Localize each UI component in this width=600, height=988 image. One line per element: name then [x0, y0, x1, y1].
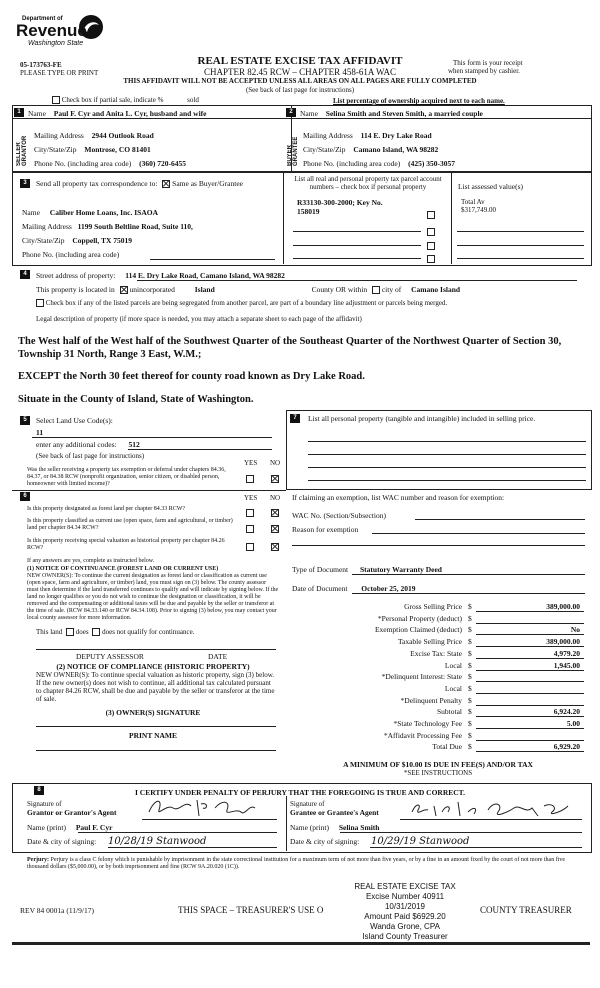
land-use-label: Select Land Use Code(s):: [36, 416, 113, 425]
please-type: PLEASE TYPE OR PRINT: [20, 69, 99, 77]
same-as-buyer-checkbox[interactable]: [162, 180, 170, 188]
segregated-row: [36, 299, 447, 307]
grantee-signature: [408, 798, 578, 820]
legal-paragraph-1: The West half of the West half of the Southwest Quarter of the Southeast Quarter of the Northwest Quarter of Section 30, Township 31 North, Range 3 East, W.M.;: [18, 336, 562, 360]
seller-side-label: SELLER GRANTOR: [16, 135, 28, 166]
parcel-key[interactable]: 158019: [297, 207, 320, 216]
legal-paragraph-2: EXCEPT the North 30 feet thereof for county road known as Dry Lake Road.: [18, 371, 365, 382]
doc-type-value[interactable]: Statutory Warranty Deed: [360, 565, 442, 574]
s5-no-header: NO: [270, 459, 281, 467]
corr-city-label: City/State/Zip: [22, 236, 65, 245]
does-qualify-checkbox[interactable]: [66, 628, 74, 636]
tax-row-label: Local: [444, 683, 462, 693]
stamp-line: REAL ESTATE EXCISE TAX: [354, 882, 456, 891]
tax-row-label: Subtotal: [436, 707, 462, 717]
grantee-name-label: Name (print): [290, 823, 329, 832]
grantee-name-row: [290, 823, 379, 832]
section-6-marker: 6: [20, 492, 30, 501]
buyer-phone[interactable]: (425) 350-3057: [408, 159, 456, 168]
corr-name[interactable]: Caliber Home Loans, Inc. ISAOA: [49, 208, 159, 217]
minimum-note: A MINIMUM OF $10.00 IS DUE IN FEE(S) AND/OR TAX: [343, 760, 533, 769]
section-2-marker: 2: [286, 108, 296, 117]
seller-name[interactable]: Paul F. Cyr and Anita L. Cyr, husband and wife: [53, 109, 207, 118]
tax-row-value[interactable]: 6,929.20: [553, 742, 580, 752]
grantee-sig-label: Signature of: [290, 800, 325, 808]
land-use-see-back: (See back of last page for instructions): [36, 452, 145, 460]
corr-name-row: [22, 208, 158, 217]
doc-type-label: Type of Document: [292, 565, 349, 574]
county-treasurer-label: COUNTY TREASURER: [480, 905, 572, 915]
seller-mail-label: Mailing Address: [34, 131, 84, 140]
certify-statement: I CERTIFY UNDER PENALTY OF PERJURY THAT THE FOREGOING IS TRUE AND CORRECT.: [134, 788, 465, 797]
grantor-name-label: Name (print): [27, 823, 66, 832]
stamp-line: Excise Number 40911: [365, 892, 445, 901]
historic-yes-checkbox[interactable]: [246, 543, 254, 551]
tax-row-currency: $: [468, 637, 472, 647]
grantor-agent-label: Grantor or Grantor's Agent: [27, 808, 117, 817]
seller-city[interactable]: Montrose, CO 81401: [84, 145, 151, 154]
does-not-label: does not qualify for continuance.: [102, 628, 195, 636]
tax-row-currency: $: [468, 707, 472, 717]
ownership-note: List percentage of ownership acquired next to each name.: [333, 97, 505, 105]
print-name-label: PRINT NAME: [129, 731, 177, 740]
s6-yes-header: YES: [244, 494, 258, 502]
tax-row-value[interactable]: 389,000.00: [546, 602, 580, 611]
corr-phone-label: Phone No. (including area code): [22, 250, 120, 259]
s5-yes-header: YES: [244, 459, 258, 467]
tax-row-label: Taxable Selling Price: [397, 637, 462, 647]
tax-row-value[interactable]: 4,979.20: [553, 648, 580, 658]
parcel-2-personal-checkbox[interactable]: [427, 228, 435, 236]
buyer-name[interactable]: Selina Smith and Steven Smith, a married couple: [325, 109, 483, 118]
personal-property-label: List all personal property (tangible and intangible) included in selling price.: [308, 414, 536, 423]
grantor-name[interactable]: Paul F. Cyr: [75, 823, 113, 832]
tax-row-value[interactable]: No: [570, 625, 580, 635]
form-title: REAL ESTATE EXCISE TAX AFFIDAVIT: [197, 55, 403, 67]
deputy-date-label: DATE: [208, 652, 228, 661]
grantor-date-label: Date & city of signing:: [27, 837, 97, 846]
street-label: Street address of property:: [36, 271, 116, 280]
buyer-name-row: [300, 109, 483, 118]
buyer-phone-label: Phone No. (including area code): [303, 159, 401, 168]
doc-type-row: [292, 565, 442, 574]
parcel-heading-1: List all real and personal property tax parcel account: [294, 175, 442, 183]
total-av-value[interactable]: $317,749.00: [461, 206, 496, 214]
partial-sale-checkbox[interactable]: [52, 96, 60, 104]
corr-city[interactable]: Coppell, TX 75019: [72, 236, 133, 245]
partial-sale-label: Check box if partial sale, indicate %: [61, 96, 164, 104]
section-1-marker: 1: [14, 108, 24, 117]
section-4-marker: 4: [20, 270, 30, 279]
tax-row-currency: $: [468, 742, 472, 752]
corr-mail-label: Mailing Address: [22, 222, 72, 231]
corr-city-row: [22, 236, 132, 245]
grantee-date-row: [290, 837, 469, 846]
additional-codes-label: enter any additional codes:: [36, 440, 117, 449]
reason-label: Reason for exemption: [292, 525, 359, 534]
exemption-claim-label: If claiming an exemption, list WAC number and reason for exemption:: [292, 493, 505, 502]
unincorporated-checkbox[interactable]: [120, 286, 128, 294]
tax-row-label: Excise Tax: State: [410, 648, 462, 658]
section-3-marker: 3: [20, 179, 30, 188]
grantor-date-city[interactable]: 10/28/19 Stanwood: [108, 836, 207, 847]
seller-name-label: Name: [28, 109, 46, 118]
parcel-heading-2: numbers – check box if personal property: [309, 183, 427, 191]
current-use-yes-checkbox[interactable]: [246, 525, 254, 533]
exemption-question: Was the seller receiving a property tax exemption or deferral under chapters 84.36, 84.37, or 84.38 RCW (nonprofit organization, senior citizen, or disabled person, homeowner with limited income)?: [27, 467, 226, 487]
historic-no-checkbox[interactable]: [271, 543, 279, 551]
tax-row-value[interactable]: 6,924.20: [553, 707, 580, 717]
section-8-marker: 8: [34, 786, 44, 795]
if-yes-note: If any answers are yes, complete as instructed below.: [27, 558, 155, 564]
assessed-label: List assessed value(s): [458, 182, 523, 191]
exemption-yes-checkbox[interactable]: [246, 475, 254, 483]
s6-no-header: NO: [270, 494, 281, 502]
dor-logo: [16, 14, 106, 58]
legal-paragraph-3: Situate in the County of Island, State of Washington.: [18, 394, 254, 405]
seller-phone-row: [34, 159, 186, 168]
stamp-line: Island County Treasurer: [362, 932, 448, 941]
city-value[interactable]: Camano Island: [411, 285, 461, 294]
located-row: [36, 285, 460, 294]
does-not-qualify-checkbox[interactable]: [92, 628, 100, 636]
grantee-agent-label: Grantee or Grantee's Agent: [290, 808, 379, 817]
buyer-city-row: [303, 145, 438, 154]
corr-mail-row: [22, 222, 193, 231]
doc-date-row: [292, 584, 416, 593]
seller-city-row: [34, 145, 151, 154]
legal-desc-label: Legal description of property (if more space is needed, you may attach a separate sheet to each page of the affidavit): [36, 315, 362, 323]
seller-city-label: City/State/Zip: [34, 145, 77, 154]
forest-question: Is this property designated as forest land per chapter 84.33 RCW?: [27, 506, 186, 512]
partial-sold-label: sold: [187, 96, 199, 104]
form-warning: THIS AFFIDAVIT WILL NOT BE ACCEPTED UNLESS ALL AREAS ON ALL PAGES ARE FULLY COMPLETED: [123, 77, 477, 85]
corr-phone-row: [22, 250, 119, 259]
buyer-mail[interactable]: 114 E. Dry Lake Road: [360, 131, 432, 140]
tax-row-label: *Personal Property (deduct): [377, 613, 462, 623]
tax-row-currency: $: [468, 672, 472, 682]
tax-row-currency: $: [468, 695, 472, 705]
this-land-label: This land: [36, 628, 63, 636]
buyer-phone-row: [303, 159, 455, 168]
doc-date-label: Date of Document: [292, 584, 348, 593]
seller-phone[interactable]: (360) 720-6455: [139, 159, 187, 168]
city-of-label: city of: [381, 285, 402, 294]
perjury-label: Perjury:: [27, 857, 49, 863]
forest-no-checkbox[interactable]: [271, 509, 279, 517]
does-label: does: [75, 628, 89, 636]
tax-row-currency: $: [468, 648, 472, 658]
tax-row-label: *Affidavit Processing Fee: [383, 730, 462, 740]
tax-row-label: Exemption Claimed (deduct): [374, 625, 462, 635]
buyer-name-label: Name: [300, 109, 318, 118]
street-row: [36, 271, 285, 280]
section-5-marker: 5: [20, 416, 30, 425]
doc-date-value[interactable]: October 25, 2019: [361, 584, 416, 593]
treasurer-stamp: [330, 882, 480, 942]
forest-yes-checkbox[interactable]: [246, 509, 254, 517]
county-label: County OR within: [311, 285, 368, 294]
parcel-1-personal-checkbox[interactable]: [427, 211, 435, 219]
buyer-mail-label: Mailing Address: [303, 131, 353, 140]
section-7-marker: 7: [290, 414, 300, 423]
grantor-name-row: [27, 823, 112, 832]
correspondence-label: Send all property tax correspondence to:: [36, 179, 158, 188]
tax-row-label: Local: [444, 660, 462, 670]
land-use-code[interactable]: 11: [36, 428, 44, 437]
notice-1-title: (1) NOTICE OF CONTINUANCE (FOREST LAND OR CURRENT USE): [27, 566, 219, 572]
perjury-text: Perjury is a class C felony which is punishable by imprisonment in the state correctional institution for a maximum term of not more than five years, or by a fine in an amount fixed by the court of not more than five thousand dollars ($5,000.00), or by both imprisonment and fine (RCW 9A.20.020 (1C)).: [27, 857, 566, 870]
logo-top: Department of: [22, 16, 63, 22]
additional-codes-value[interactable]: 512: [128, 440, 140, 449]
located-label: This property is located in: [36, 285, 115, 294]
exemption-no-checkbox[interactable]: [271, 475, 279, 483]
buyer-city[interactable]: Camano Island, WA 98282: [353, 145, 439, 154]
seller-mail[interactable]: 2944 Outlook Road: [91, 131, 154, 140]
form-revision: REV 84 0001a (11/9/17): [20, 906, 94, 915]
tax-row-value[interactable]: 5.00: [566, 719, 580, 728]
grantee-date-city[interactable]: 10/29/19 Stanwood: [371, 836, 470, 847]
historic-question: Is this property receiving special valuation as historical property per chapter 84.26 RCW?: [27, 538, 225, 551]
grantor-signature: [145, 796, 265, 820]
corr-mail[interactable]: 1199 South Beltline Road, Suite 110,: [77, 222, 193, 231]
deputy-assessor-label: DEPUTY ASSESSOR: [76, 652, 144, 661]
seller-mail-row: [34, 131, 154, 140]
parcel-number[interactable]: R33130-300-2000; Key No.: [297, 198, 383, 207]
see-back: (See back of last page for instructions): [245, 86, 355, 94]
notice-2-body: NEW OWNER(S): To continue special valuation as historic property, sign (3) below. If the new owner(s) does not wish to continue, all additional tax calculated pursuant to chapter 84.26 RCW, shall be due and payable by the seller or transferor at the time of sale.: [36, 671, 275, 703]
total-av-label: Total Av: [461, 198, 485, 206]
tax-row-label: *Delinquent Penalty: [400, 695, 462, 705]
current-use-no-checkbox[interactable]: [271, 525, 279, 533]
tax-row-currency: $: [468, 660, 472, 670]
notice-3-title: (3) OWNER(S) SIGNATURE: [105, 708, 201, 717]
tax-row-currency: $: [468, 730, 472, 740]
grantor-sig-label: Signature of: [27, 800, 62, 808]
grantee-name[interactable]: Selina Smith: [338, 823, 380, 832]
tax-row-currency: $: [468, 602, 472, 611]
wac-label: WAC No. (Section/Subsection): [292, 511, 386, 520]
tax-row-label: *Delinquent Interest: State: [381, 672, 462, 682]
grantor-date-row: [27, 837, 206, 846]
buyer-side-label: BUYER GRANTEE: [287, 136, 299, 166]
parcel-4-personal-checkbox[interactable]: [427, 255, 435, 263]
partial-sale: [52, 96, 199, 104]
segregated-checkbox[interactable]: [36, 299, 44, 307]
stamp-line: Amount Paid $6929.20: [364, 912, 446, 921]
tax-row-currency: $: [468, 625, 472, 635]
seller-phone-label: Phone No. (including area code): [34, 159, 132, 168]
current-use-question: Is this property classified as current use (open space, farm and agricultural, or timber) land per chapter 84.34 RCW?: [27, 518, 233, 531]
tax-row-label: Total Due: [432, 742, 462, 752]
notice-1-body: NEW OWNER(S): To continue the current designation as forest land or classification as current use (open space, farm and agriculture, or timber) land, you must sign on (3) below. The county assessor must then determine if the land transferred continues to qualify and will indicate by signing below. If the land no longer qualifies or you do not wish to continue the designation or classification, it will be removed and the compensating or additional taxes will be due and payable by the seller or transferor at the time of sale. (RCW 84.33.140 or RCW 84.34.108). Prior to signing (3) below, you may contact your local county assessor for more information.: [27, 573, 279, 621]
seller-name-row: [28, 109, 207, 118]
buyer-mail-row: [303, 131, 432, 140]
treasurer-space-label: THIS SPACE – TREASURER'S USE O: [178, 905, 324, 915]
corr-name-label: Name: [22, 208, 40, 217]
buyer-city-label: City/State/Zip: [303, 145, 346, 154]
tax-row-value[interactable]: 1,945.00: [553, 660, 580, 670]
segregated-label: Check box if any of the listed parcels are being segregated from another parcel, are part of a boundary line adjustment or parcels being merged.: [45, 299, 448, 307]
additional-codes-row: [36, 440, 140, 449]
same-as-buyer-label: Same as Buyer/Grantee: [172, 179, 243, 188]
notice-2-title: (2) NOTICE OF COMPLIANCE (HISTORIC PROPERTY): [56, 662, 250, 671]
qualify-row: [36, 628, 194, 636]
grantee-date-label: Date & city of signing:: [290, 837, 360, 846]
form-chapter: CHAPTER 82.45 RCW – CHAPTER 458-61A WAC: [204, 67, 396, 77]
within-city-checkbox[interactable]: [372, 286, 380, 294]
tax-row-value[interactable]: 389,000.00: [546, 637, 580, 647]
unincorporated-label: unincorporated: [129, 285, 175, 294]
stamp-line: Wanda Grone, CPA: [370, 922, 440, 931]
tax-row-label: *State Technology Fee: [393, 719, 462, 728]
stamp-line: 10/31/2019: [384, 902, 426, 911]
tax-row-label: Gross Selling Price: [404, 602, 462, 611]
county-value[interactable]: Island: [194, 285, 215, 294]
street-value[interactable]: 114 E. Dry Lake Road, Camano Island, WA 98282: [125, 271, 285, 280]
tax-row-currency: $: [468, 613, 472, 623]
logo-main: Revenue: [16, 21, 87, 40]
receipt-line-2: when stamped by cashier.: [448, 67, 520, 75]
perjury-note: [27, 857, 585, 871]
tax-row-currency: $: [468, 719, 472, 728]
receipt-line-1: This form is your receipt: [453, 59, 523, 67]
see-instructions: *SEE INSTRUCTIONS: [403, 769, 473, 777]
correspondence-row: [36, 179, 243, 188]
tax-row-currency: $: [468, 683, 472, 693]
logo-sub: Washington State: [28, 40, 84, 47]
doc-number: 05-173763-FE: [20, 61, 62, 69]
